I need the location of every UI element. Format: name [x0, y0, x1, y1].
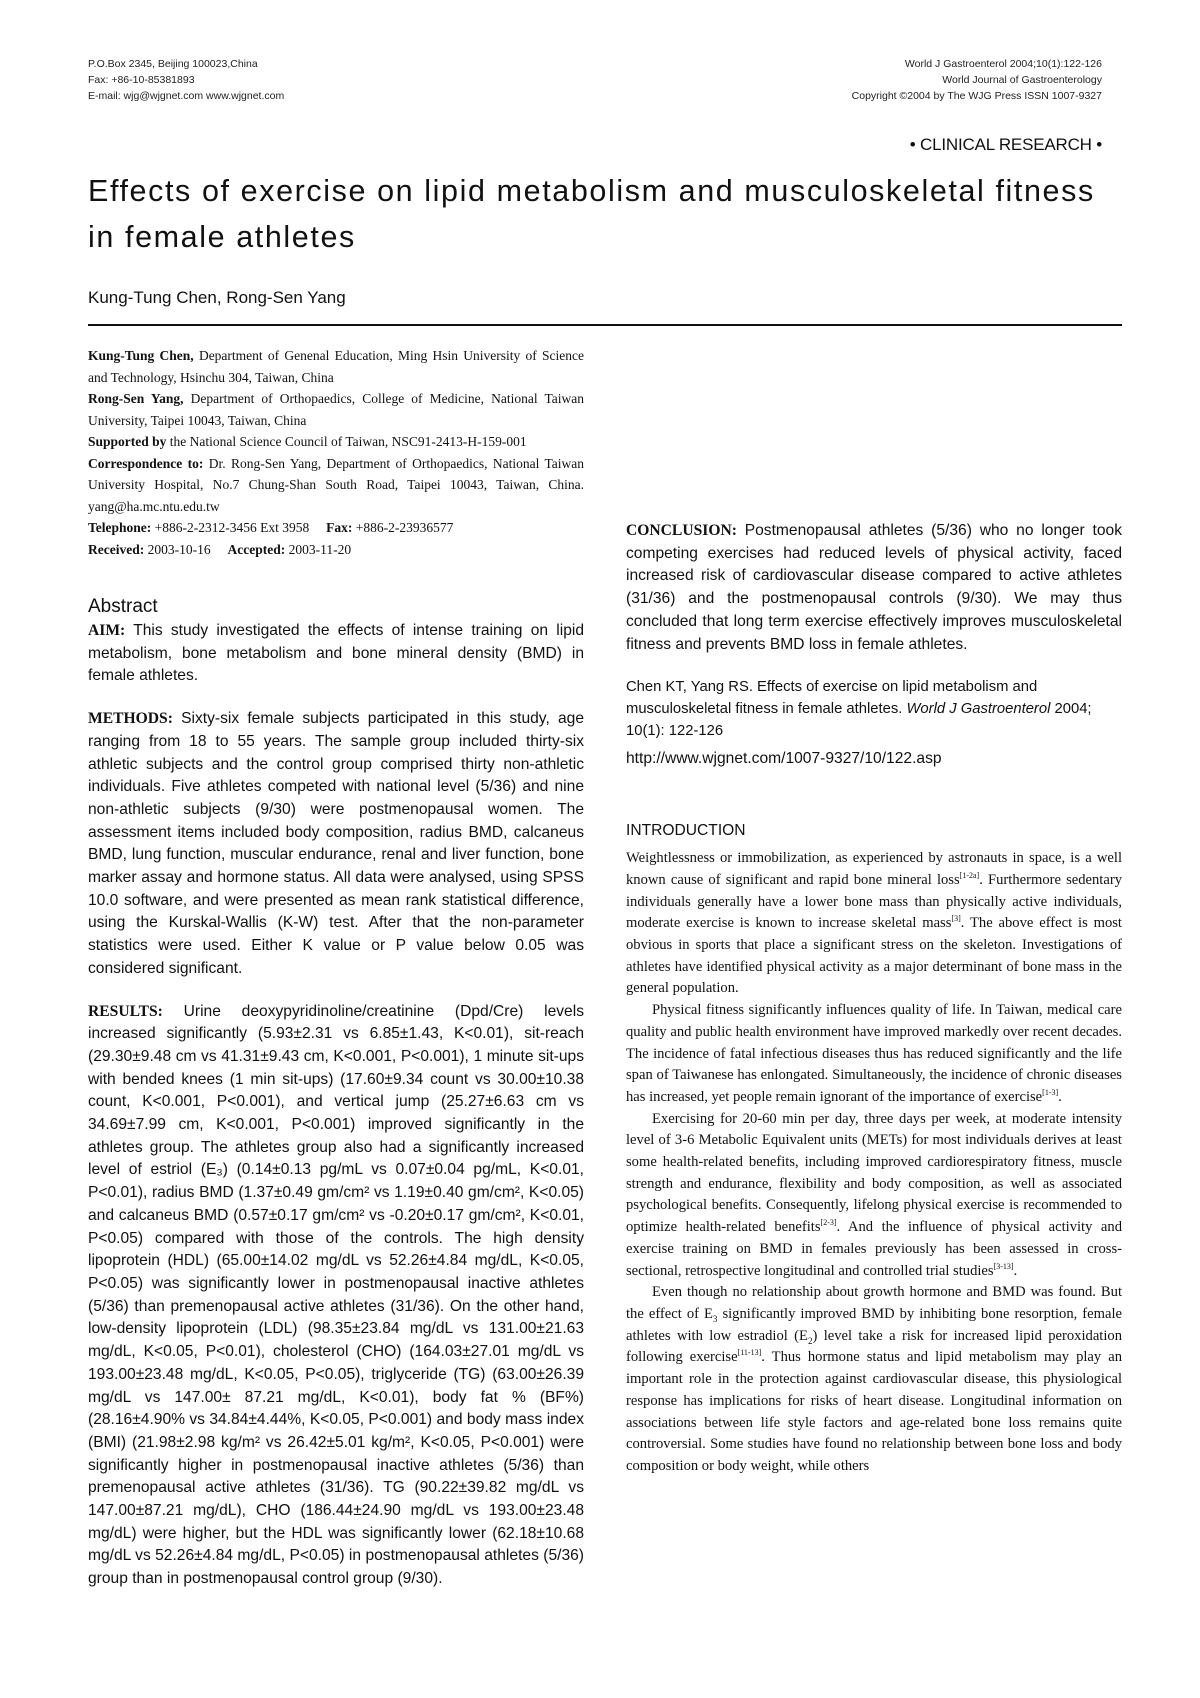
copyright-issn: Copyright ©2004 by The WJG Press ISSN 1007-9327 [851, 90, 1102, 102]
introduction-heading: INTRODUCTION [626, 822, 746, 840]
introduction-body [626, 848, 1122, 1477]
journal-volume-pages: World J Gastroenterol 2004;10(1):122-126 [904, 58, 1102, 70]
article-url: http://www.wjgnet.com/1007-9327/10/122.asp [626, 750, 942, 768]
email-and-website: E-mail: wjg@wjgnet.com www.wjgnet.com [88, 90, 285, 102]
abstract-aim: AIM: This study investigated the effects of intense training on lipid metabolism, bone metabolism and bone mineral density (BMD) in female athletes. [88, 622, 584, 685]
abstract-conclusion-block [626, 520, 1122, 656]
abstract-results: RESULTS: Urine deoxypyridinoline/creatinine (Dpd/Cre) levels increased significantly (5.93±2.31 vs 6.85±1.43, K<0.01), sit-reach (29.30±9.48 cm vs 41.31±9.43 cm, K<0.001, P<0.001), 1 minute sit-ups with bended knees (1 min sit-ups) (17.60±9.34 count vs 30.00±10.38 count, K<0.001, P<0.001), and vertical jump (25.27±6.63 cm vs 34.69±7.99 cm, K<0.001, P<0.001) improved significantly in the athletes group. The athletes group also had a significantly increased level of estriol (E₃) (0.14±0.13 pg/mL vs 0.07±0.04 pg/mL, K<0.01, P<0.01), radius BMD (1.37±0.49 gm/cm² vs 1.19±0.40 gm/cm², K<0.05) and calcaneus BMD (0.57±0.17 gm/cm² vs -0.20±0.17 gm/cm², K<0.01, P<0.05) compared with those of the controls. The high density lipoprotein (HDL) (65.00±14.02 mg/dL vs 52.26±4.84 mg/dL, K<0.05, P<0.05) was significantly lower in postmenopausal inactive athletes (5/36) than premenopausal active athletes (31/36). On the other hand, low-density lipoprotein (LDL) (98.35±23.84 mg/dL vs 131.00±21.63 mg/dL, K<0.05, P<0.01), cholesterol (CHO) (164.03±27.01 mg/dL vs 193.00±23.48 mg/dL, K<0.05, P<0.05), triglyceride (TG) (63.00±26.39 mg/dL vs 147.00± 87.21 mg/dL, K<0.01), body fat % (BF%) (28.16±4.90% vs 34.84±4.44%, K<0.05, P<0.001) and body mass index (BMI) (21.98±2.98 kg/m² vs 26.42±5.01 kg/m², K<0.05, P<0.001) were significantly higher in postmenopausal inactive athletes (5/36) than premenopausal active athletes (31/36). TG (90.22±39.82 mg/dL vs 147.00±87.21 mg/dL), CHO (186.44±24.90 mg/dL vs 193.00±23.48 mg/dL) were higher, but the HDL was significantly lower (62.18±10.68 mg/dL vs 52.26±4.84 mg/dL, P<0.05) in postmenopausal athletes (5/36) group than in postmenopausal control group (9/30). [88, 1002, 584, 1588]
funding: Supported by the National Science Council of Taiwan, NSC91-2413-H-159-001 [88, 434, 527, 449]
affiliation-yang: Rong-Sen Yang, Department of Orthopaedics, College of Medicine, National Taiwan University, Taipei 10043, Taiwan, China [88, 391, 584, 428]
received-accepted: Received: 2003-10-16 Accepted: 2003-11-20 [88, 541, 352, 557]
telephone-fax: Telephone: +886-2-2312-3456 Ext 3958 Fax: +886-2-23936577 [88, 520, 454, 535]
section-label: • CLINICAL RESEARCH • [909, 135, 1102, 154]
intro-paragraph-1: Weightlessness or immobilization, as experienced by astronauts in space, is a well known cause of significant and rapid bone mineral loss[1-2a]. Furthermore sedentary individuals generally have a lower bone mass than physically active individuals, moderate exercise is known to increase skeletal mass[3]. The above effect is most obvious in sports that place a significant stress on the skeleton. Investigations of athletes have identified physical activity as a major determinant of bone mass in the general population. [626, 850, 1122, 997]
abstract-heading: Abstract [88, 596, 158, 617]
affiliations [88, 345, 584, 560]
abstract-body [88, 620, 584, 1591]
author-list: Kung-Tung Chen, Rong-Sen Yang [88, 288, 346, 307]
intro-paragraph-4: Even though no relationship about growth hormone and BMD was found. But the effect of $E_3$ significantly improved BMD by inhibiting bone resorption, female athletes with low estradiol $(E_2)$ level take a risk for increased lipid peroxidation following exercise[11-13]. Thus hormone status and lipid metabolism may play an important role in the protection against cardiovascular disease, this physiological response has implications for risks of heart disease. Longitudinal information on associations between life style factors and age-related bone loss remains quite controversial. Some studies have found no relationship between bone loss and body composition or body weight, while others [626, 1284, 1122, 1474]
fax-number: Fax: +86-10-85381893 [88, 74, 195, 86]
citation: Chen KT, Yang RS. Effects of exercise on lipid metabolism and musculoskeletal fitness in female athletes. World J Gastroenterol 2004; 10(1): 122-126 [626, 679, 1092, 740]
header-divider [88, 324, 1122, 326]
article-title: Effects of exercise on lipid metabolism and musculoskeletal fitness in female athletes [88, 174, 1095, 254]
abstract-conclusion: CONCLUSION: Postmenopausal athletes (5/36) who no longer took competing exercises had reduced levels of physical activity, faced increased risk of cardiovascular disease compared to active athletes (31/36) and the postmenopausal controls (9/30). We may thus concluded that long term exercise effectively improves musculoskeletal fitness and prevents BMD loss in female athletes. [626, 522, 1122, 653]
abstract-methods: METHODS: Sixty-six female subjects participated in this study, age ranging from 18 to 55 years. The sample group included thirty-six athletic subjects and the control group comprised thirty non-athletic individuals. Five athletes competed with national level (5/36) and nine non-athletic subjects (9/30) were postmenopausal women. The assessment items included body composition, radius BMD, calcaneus BMD, lung function, muscular endurance, renal and liver function, bone marker assay and hormone status. All data were analysed, using SPSS 10.0 software, and were presented as mean rank statistical difference, using the Kurskal-Wallis (K-W) test. After that the non-parameter statistics were used. Either K value or P value below 0.05 was considered significant. [88, 710, 584, 977]
journal-contact-block [88, 56, 284, 104]
left-column [88, 345, 584, 1591]
affiliation-chen: Kung-Tung Chen, Department of Genenal Education, Ming Hsin University of Science and Technology, Hsinchu 304, Taiwan, China [88, 348, 584, 385]
journal-name: World Journal of Gastroenterology [942, 74, 1102, 86]
right-column [626, 520, 1122, 1478]
journal-citation-block [852, 56, 1102, 104]
postal-address: P.O.Box 2345, Beijing 100023,China [88, 58, 258, 70]
intro-paragraph-3: Exercising for 20-60 min per day, three days per week, at moderate intensity level of 3-6 Metabolic Equivalent units (METs) for most individuals derives at least some health-related benefits, including improved cardiorespiratory fitness, muscle strength and endurance, flexibility and body composition, as well as associated psychological benefits. Consequently, lifelong physical exercise is recommended to optimize health-related benefits[2-3]. And the influence of physical activity and exercise training on BMD in females previously has been assessed in cross-sectional, retrospective longitudinal and controlled trial studies[3-13]. [626, 1110, 1122, 1279]
correspondence: Correspondence to: Dr. Rong-Sen Yang, Department of Orthopaedics, National Taiwan University Hospital, No.7 Chung-Shan South Road, Taipei 10043, Taiwan, China. yang@ha.mc.ntu.edu.tw [88, 455, 584, 514]
intro-paragraph-2: Physical fitness significantly influences quality of life. In Taiwan, medical care quality and public health environment have improved markedly over recent decades. The incidence of fatal infectious diseases thus has reduced significantly and the life span of Taiwanese has enlongated. Simultaneously, the incidence of chronic diseases has increased, yet people remain ignorant of the importance of exercise[1-3]. [626, 1002, 1122, 1105]
